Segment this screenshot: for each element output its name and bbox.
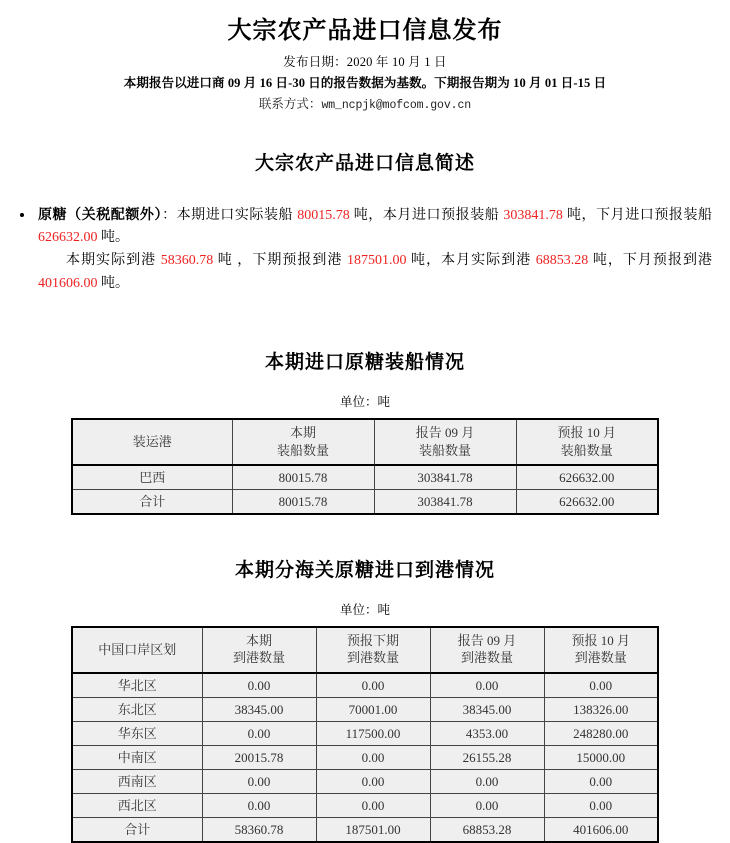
table2-cell: 0.00 (202, 673, 316, 698)
table-row (72, 745, 658, 769)
table2-cell: 0.00 (430, 673, 544, 698)
arrival-table (71, 626, 659, 843)
table2-cell: 东北区 (72, 697, 202, 721)
brief-line2-text-c: 吨，本月实际到港 (406, 253, 536, 269)
contact-line (0, 94, 730, 112)
brief-arrived-current: 58360.78 (160, 253, 214, 269)
table2-cell: 4353.00 (430, 721, 544, 745)
table2-col-header-line2: 到港数量 (460, 650, 513, 666)
table2-cell: 0.00 (316, 793, 430, 817)
table2-cell: 0.00 (202, 769, 316, 793)
table2-unit-caption: 单位：吨 (339, 602, 390, 617)
table1-cell: 80015.78 (232, 490, 374, 515)
brief-line2-text-b: 吨 ，下期预报到港 (213, 253, 348, 269)
table1-cell: 626632.00 (516, 490, 658, 515)
table1-col-header-line1: 本期 (289, 425, 316, 441)
table2-cell: 华北区 (72, 673, 202, 698)
bullet-icon (20, 213, 24, 217)
table2-col-header-line2: 到港数量 (232, 650, 285, 666)
table2-cell: 0.00 (316, 673, 430, 698)
table2-col-header (316, 627, 430, 673)
contact-email: wm_ncpjk@mofcom.gov.cn (321, 99, 472, 112)
table2-cell: 15000.00 (544, 745, 658, 769)
brief-line1-text-a: 本期进口实际装船 (176, 207, 298, 223)
table2-col-header (544, 627, 658, 673)
table2-col-header (430, 627, 544, 673)
table2-cell: 0.00 (544, 793, 658, 817)
table2-cell: 0.00 (544, 769, 658, 793)
brief-arrival-forecast-next-month: 401606.00 (38, 275, 98, 291)
table1-col-header-line2: 装船数量 (418, 442, 471, 458)
table2-cell: 58360.78 (202, 817, 316, 842)
table2-cell: 68853.28 (430, 817, 544, 842)
brief-summary (0, 205, 730, 296)
table2-cell: 26155.28 (430, 745, 544, 769)
table1-col-header (516, 419, 658, 465)
brief-line2-text-e: 吨。 (97, 275, 129, 291)
table2-col-header-line1: 本期 (245, 632, 272, 648)
table2-cell: 华东区 (72, 721, 202, 745)
table2-col-header-line1: 报告 09 月 (457, 632, 517, 648)
table2-cell: 138326.00 (544, 697, 658, 721)
table2-col-header (72, 627, 202, 673)
brief-line1-text-c: 吨，下月进口预报装船 (562, 207, 713, 223)
table2-cell: 70001.00 (316, 697, 430, 721)
table2-cell: 0.00 (316, 745, 430, 769)
brief-line1-text-b: 吨，本月进口预报装船 (349, 207, 504, 223)
contact-label: 联系方式： (258, 97, 322, 111)
brief-arrival-forecast-next-period: 187501.00 (347, 253, 407, 269)
table2-cell: 117500.00 (316, 721, 430, 745)
brief-line1-text-d: 吨。 (97, 230, 129, 246)
table2-col-header-line1: 预报 10 月 (571, 632, 630, 648)
table2-cell: 20015.78 (202, 745, 316, 769)
table2-cell: 38345.00 (430, 697, 544, 721)
brief-arrival-paragraph (38, 250, 712, 295)
table2-cell: 0.00 (544, 673, 658, 698)
table2-cell: 0.00 (202, 721, 316, 745)
table2-cell: 401606.00 (544, 817, 658, 842)
table1-col-header-line1: 报告 09 月 (415, 425, 475, 441)
table2-heading: 本期分海关原糖进口到港情况 (234, 560, 495, 582)
table-row (72, 721, 658, 745)
brief-line2-text-d: 吨，下月预报到港 (588, 253, 713, 269)
table1-col-header (72, 419, 232, 465)
table1-cell: 303841.78 (374, 465, 516, 490)
table1-col-header-line1: 预报 10 月 (557, 425, 616, 441)
table2-cell: 西北区 (72, 793, 202, 817)
table1-cell: 合计 (72, 490, 232, 515)
table2-header-row (72, 627, 658, 673)
table-row (72, 673, 658, 698)
table1-heading: 本期进口原糖装船情况 (264, 352, 465, 374)
table2-cell: 187501.00 (316, 817, 430, 842)
table2-cell: 38345.00 (202, 697, 316, 721)
table-row (72, 769, 658, 793)
table-row (72, 697, 658, 721)
table2-col-header-line2: 到港数量 (574, 650, 627, 666)
brief-shipped-forecast-next-month: 626632.00 (38, 230, 98, 246)
table-row (72, 490, 658, 515)
table1-col-header (232, 419, 374, 465)
table1-col-header-line1: 装运港 (132, 433, 172, 449)
table2-col-header (202, 627, 316, 673)
table2-body (72, 673, 658, 842)
table2-cell: 0.00 (430, 793, 544, 817)
table2-col-header-line1: 预报下期 (346, 632, 399, 648)
table2-cell: 248280.00 (544, 721, 658, 745)
brief-shipped-current: 80015.78 (297, 207, 350, 223)
table1-cell: 巴西 (72, 465, 232, 490)
table1-col-header-line2: 装船数量 (560, 442, 613, 458)
table1-cell: 626632.00 (516, 465, 658, 490)
table2-cell: 0.00 (430, 769, 544, 793)
brief-item-label: 原糖（关税配额外） (38, 207, 163, 223)
brief-shipped-forecast-month: 303841.78 (503, 207, 563, 223)
table1-header-row (72, 419, 658, 465)
table2-col-header-line1: 中国口岸区划 (98, 641, 177, 657)
brief-arrived-month: 68853.28 (535, 253, 589, 269)
shipment-table (71, 418, 659, 515)
table1-col-header (374, 419, 516, 465)
table2-cell: 0.00 (316, 769, 430, 793)
table1-unit-caption: 单位：吨 (339, 395, 390, 410)
table2-cell: 西南区 (72, 769, 202, 793)
table-row (72, 465, 658, 490)
brief-line2-text-a: 本期实际到港 (66, 253, 161, 269)
publication-date: 发布日期：2020 年 10 月 1 日 (283, 55, 447, 69)
table2-cell: 合计 (72, 817, 202, 842)
document-title: 大宗农产品进口信息发布 (227, 18, 503, 44)
table2-cell: 0.00 (202, 793, 316, 817)
report-basis-note: 本期报告以进口商 09 月 16 日-30 日的报告数据为基数。下期报告期为 10 月 01 日-15 日 (123, 76, 607, 90)
table2-cell: 中南区 (72, 745, 202, 769)
table-row (72, 793, 658, 817)
table2-col-header-line2: 到港数量 (346, 650, 399, 666)
brief-colon: ： (162, 207, 177, 223)
table1-cell: 303841.78 (374, 490, 516, 515)
table1-cell: 80015.78 (232, 465, 374, 490)
brief-heading: 大宗农产品进口信息简述 (254, 153, 475, 174)
table1-col-header-line2: 装船数量 (276, 442, 329, 458)
